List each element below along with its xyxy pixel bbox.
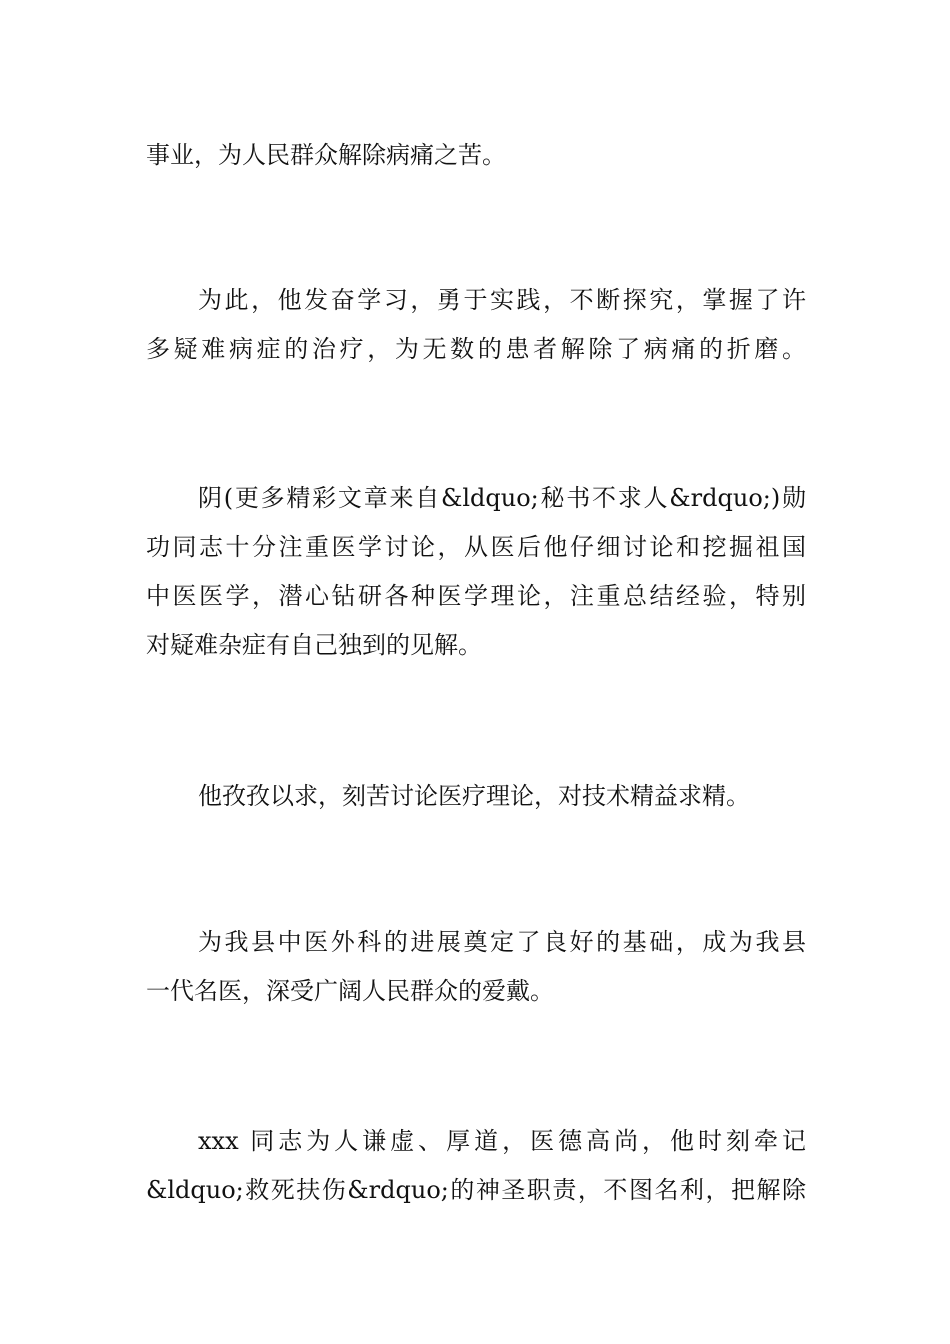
paragraph-line: 一代名医，深受广阔人民群众的爱戴。	[146, 977, 554, 1005]
paragraph-4	[146, 772, 806, 821]
paragraph-line: 多疑难病症的治疗，为无数的患者解除了病痛的折磨。	[146, 335, 806, 363]
paragraph-line: 为我县中医外科的进展奠定了良好的基础，成为我县	[198, 928, 806, 956]
paragraph-line: 功同志十分注重医学讨论，从医后他仔细讨论和挖掘祖国	[146, 533, 806, 561]
paragraph-line: xxx 同志为人谦虚、厚道，医德高尚，他时刻牵记	[198, 1127, 806, 1155]
paragraph-line: 对疑难杂症有自己独到的见解。	[146, 631, 482, 659]
paragraph-5	[146, 918, 806, 1016]
paragraph-line: 他孜孜以求，刻苦讨论医疗理论，对技术精益求精。	[198, 782, 750, 810]
paragraph-2	[146, 276, 806, 374]
paragraph-3	[146, 474, 806, 670]
paragraph-line: 事业，为人民群众解除病痛之苦。	[146, 141, 506, 169]
paragraph-line: 为此，他发奋学习，勇于实践，不断探究，掌握了许	[198, 286, 806, 314]
paragraph-6	[146, 1117, 806, 1215]
paragraph-line: 中医医学，潜心钻研各种医学理论，注重总结经验，特别	[146, 582, 806, 610]
paragraph-1	[146, 131, 806, 180]
paragraph-line: &ldquo;救死扶伤&rdquo;的神圣职责，不图名利，把解除	[146, 1176, 806, 1204]
paragraph-line: 阴(更多精彩文章来自&ldquo;秘书不求人&rdquo;)勋	[198, 484, 806, 512]
